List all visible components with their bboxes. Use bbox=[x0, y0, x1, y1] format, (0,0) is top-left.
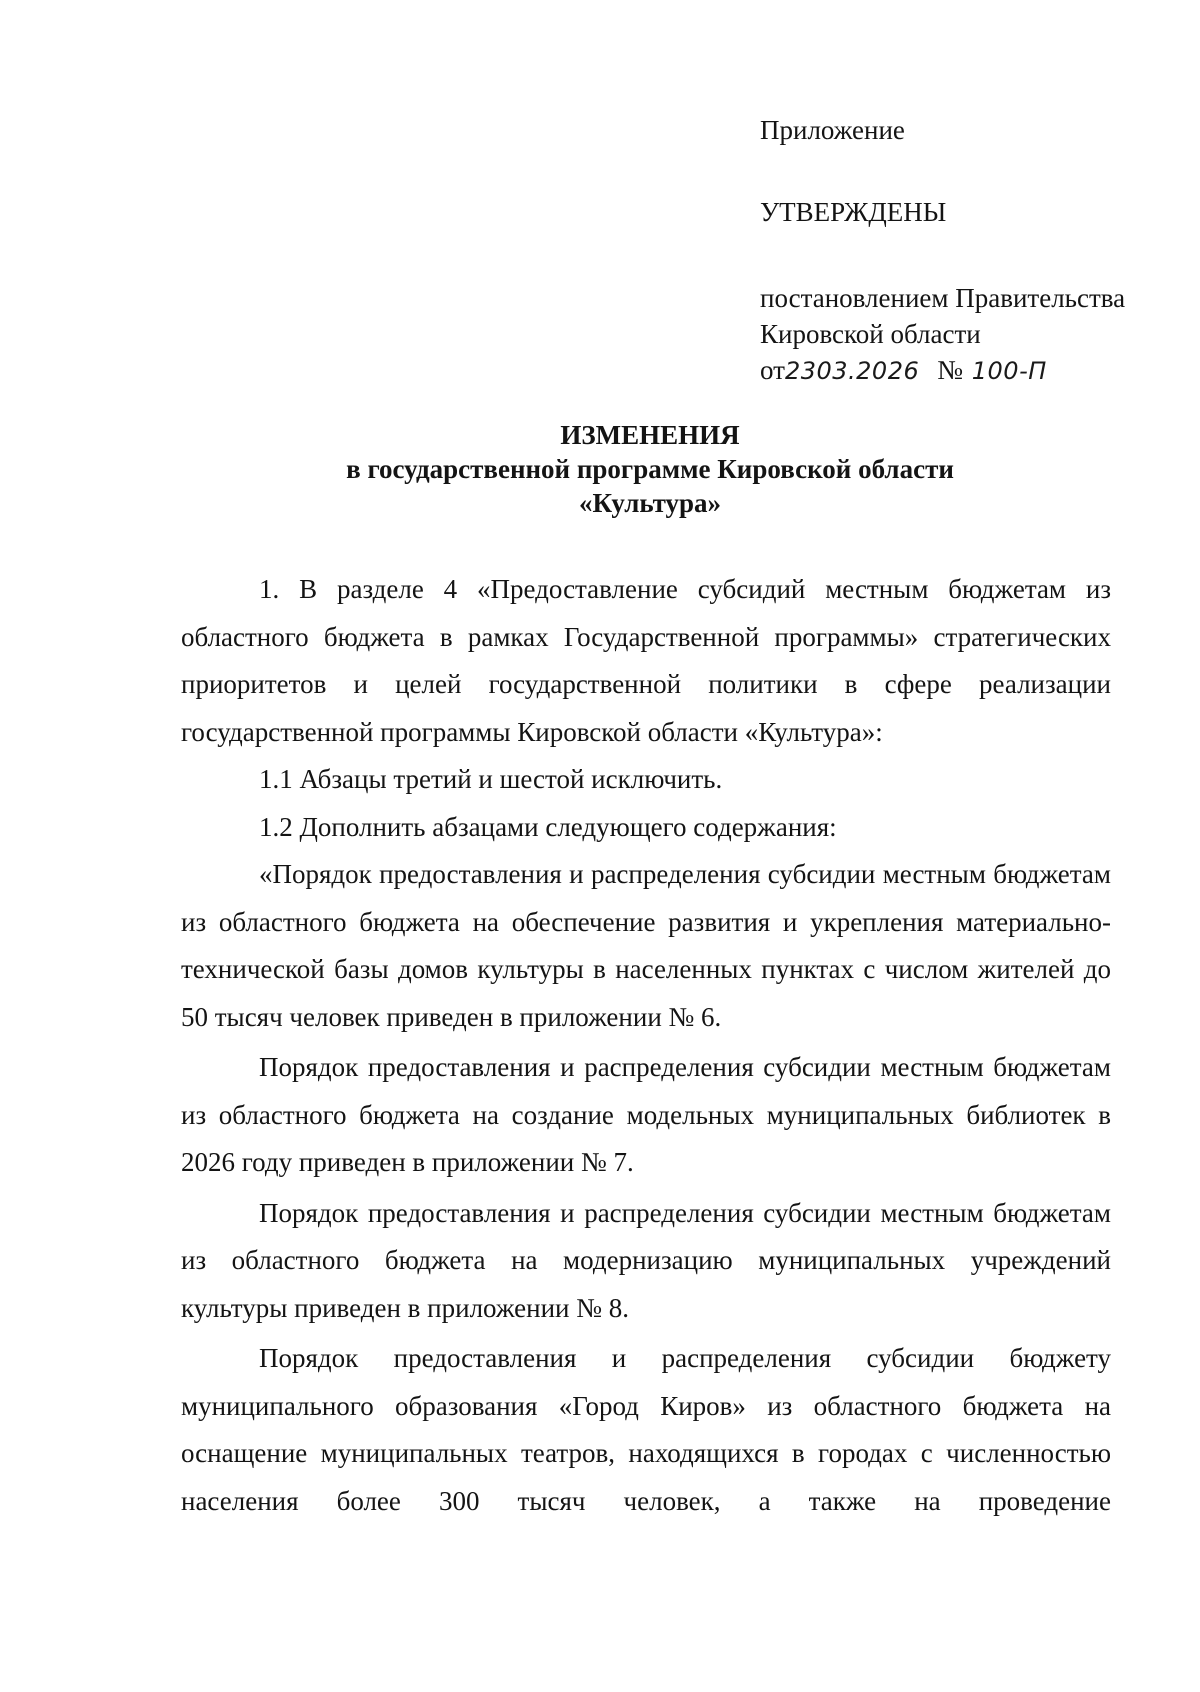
paragraph-1-2: 1.2 Дополнить абзацами следующего содержания: bbox=[259, 811, 837, 842]
paragraph-order-7: Порядок предоставления и распределения субсидии местным бюджетам из областного бюджета на создание модельных муниципальных библиотек в 2026 году приведен в приложении № 7. bbox=[181, 1052, 1111, 1177]
title-line-1: ИЗМЕНЕНИЯ bbox=[560, 420, 740, 450]
paragraph-1-1: 1.1 Абзацы третий и шестой исключить. bbox=[259, 764, 723, 794]
decree-date-line bbox=[760, 352, 1180, 389]
document-title bbox=[150, 418, 1150, 520]
document-body bbox=[181, 566, 1111, 1525]
appendix-label: Приложение bbox=[760, 115, 905, 145]
paragraph-order-6: «Порядок предоставления и распределения субсидии местным бюджетам из областного бюджета на обеспечение развития и укрепления материально-технической базы домов культуры в населенных пунктах с числом жителей до 50 тысяч человек приведен в приложении № 6. bbox=[181, 859, 1111, 1032]
decree-line-1: постановлением Правительства bbox=[760, 283, 1126, 313]
paragraph-1: 1. В разделе 4 «Предоставление субсидий местным бюджетам из областного бюджета в рамках Государственной программы» стратегических приоритетов и целей государственной политики в сфере реализации государственной программы Кировской области «Культура»: bbox=[181, 574, 1111, 747]
date-prefix: от bbox=[760, 355, 785, 385]
approved-label: УТВЕРЖДЕНЫ bbox=[760, 197, 947, 227]
paragraph-order-8: Порядок предоставления и распределения субсидии местным бюджетам из областного бюджета на модернизацию муниципальных учреждений культуры приведен в приложении № 8. bbox=[181, 1197, 1111, 1323]
title-line-2: в государственной программе Кировской области bbox=[346, 454, 954, 484]
approval-block bbox=[760, 112, 1180, 389]
handwritten-date: 2303.2026 bbox=[784, 357, 920, 385]
paragraph-theatres: Порядок предоставления и распределения субсидии бюджету муниципального образования «Город Киров» из областного бюджета на оснащение муниципальных театров, находящихся в городах с численностью населения более 300 тысяч человек, а также на проведение bbox=[181, 1343, 1111, 1516]
decree-line-2: Кировской области bbox=[760, 319, 981, 349]
handwritten-number: 100-П bbox=[971, 357, 1047, 385]
title-line-3: «Культура» bbox=[578, 488, 722, 518]
number-sign: № bbox=[937, 355, 964, 385]
